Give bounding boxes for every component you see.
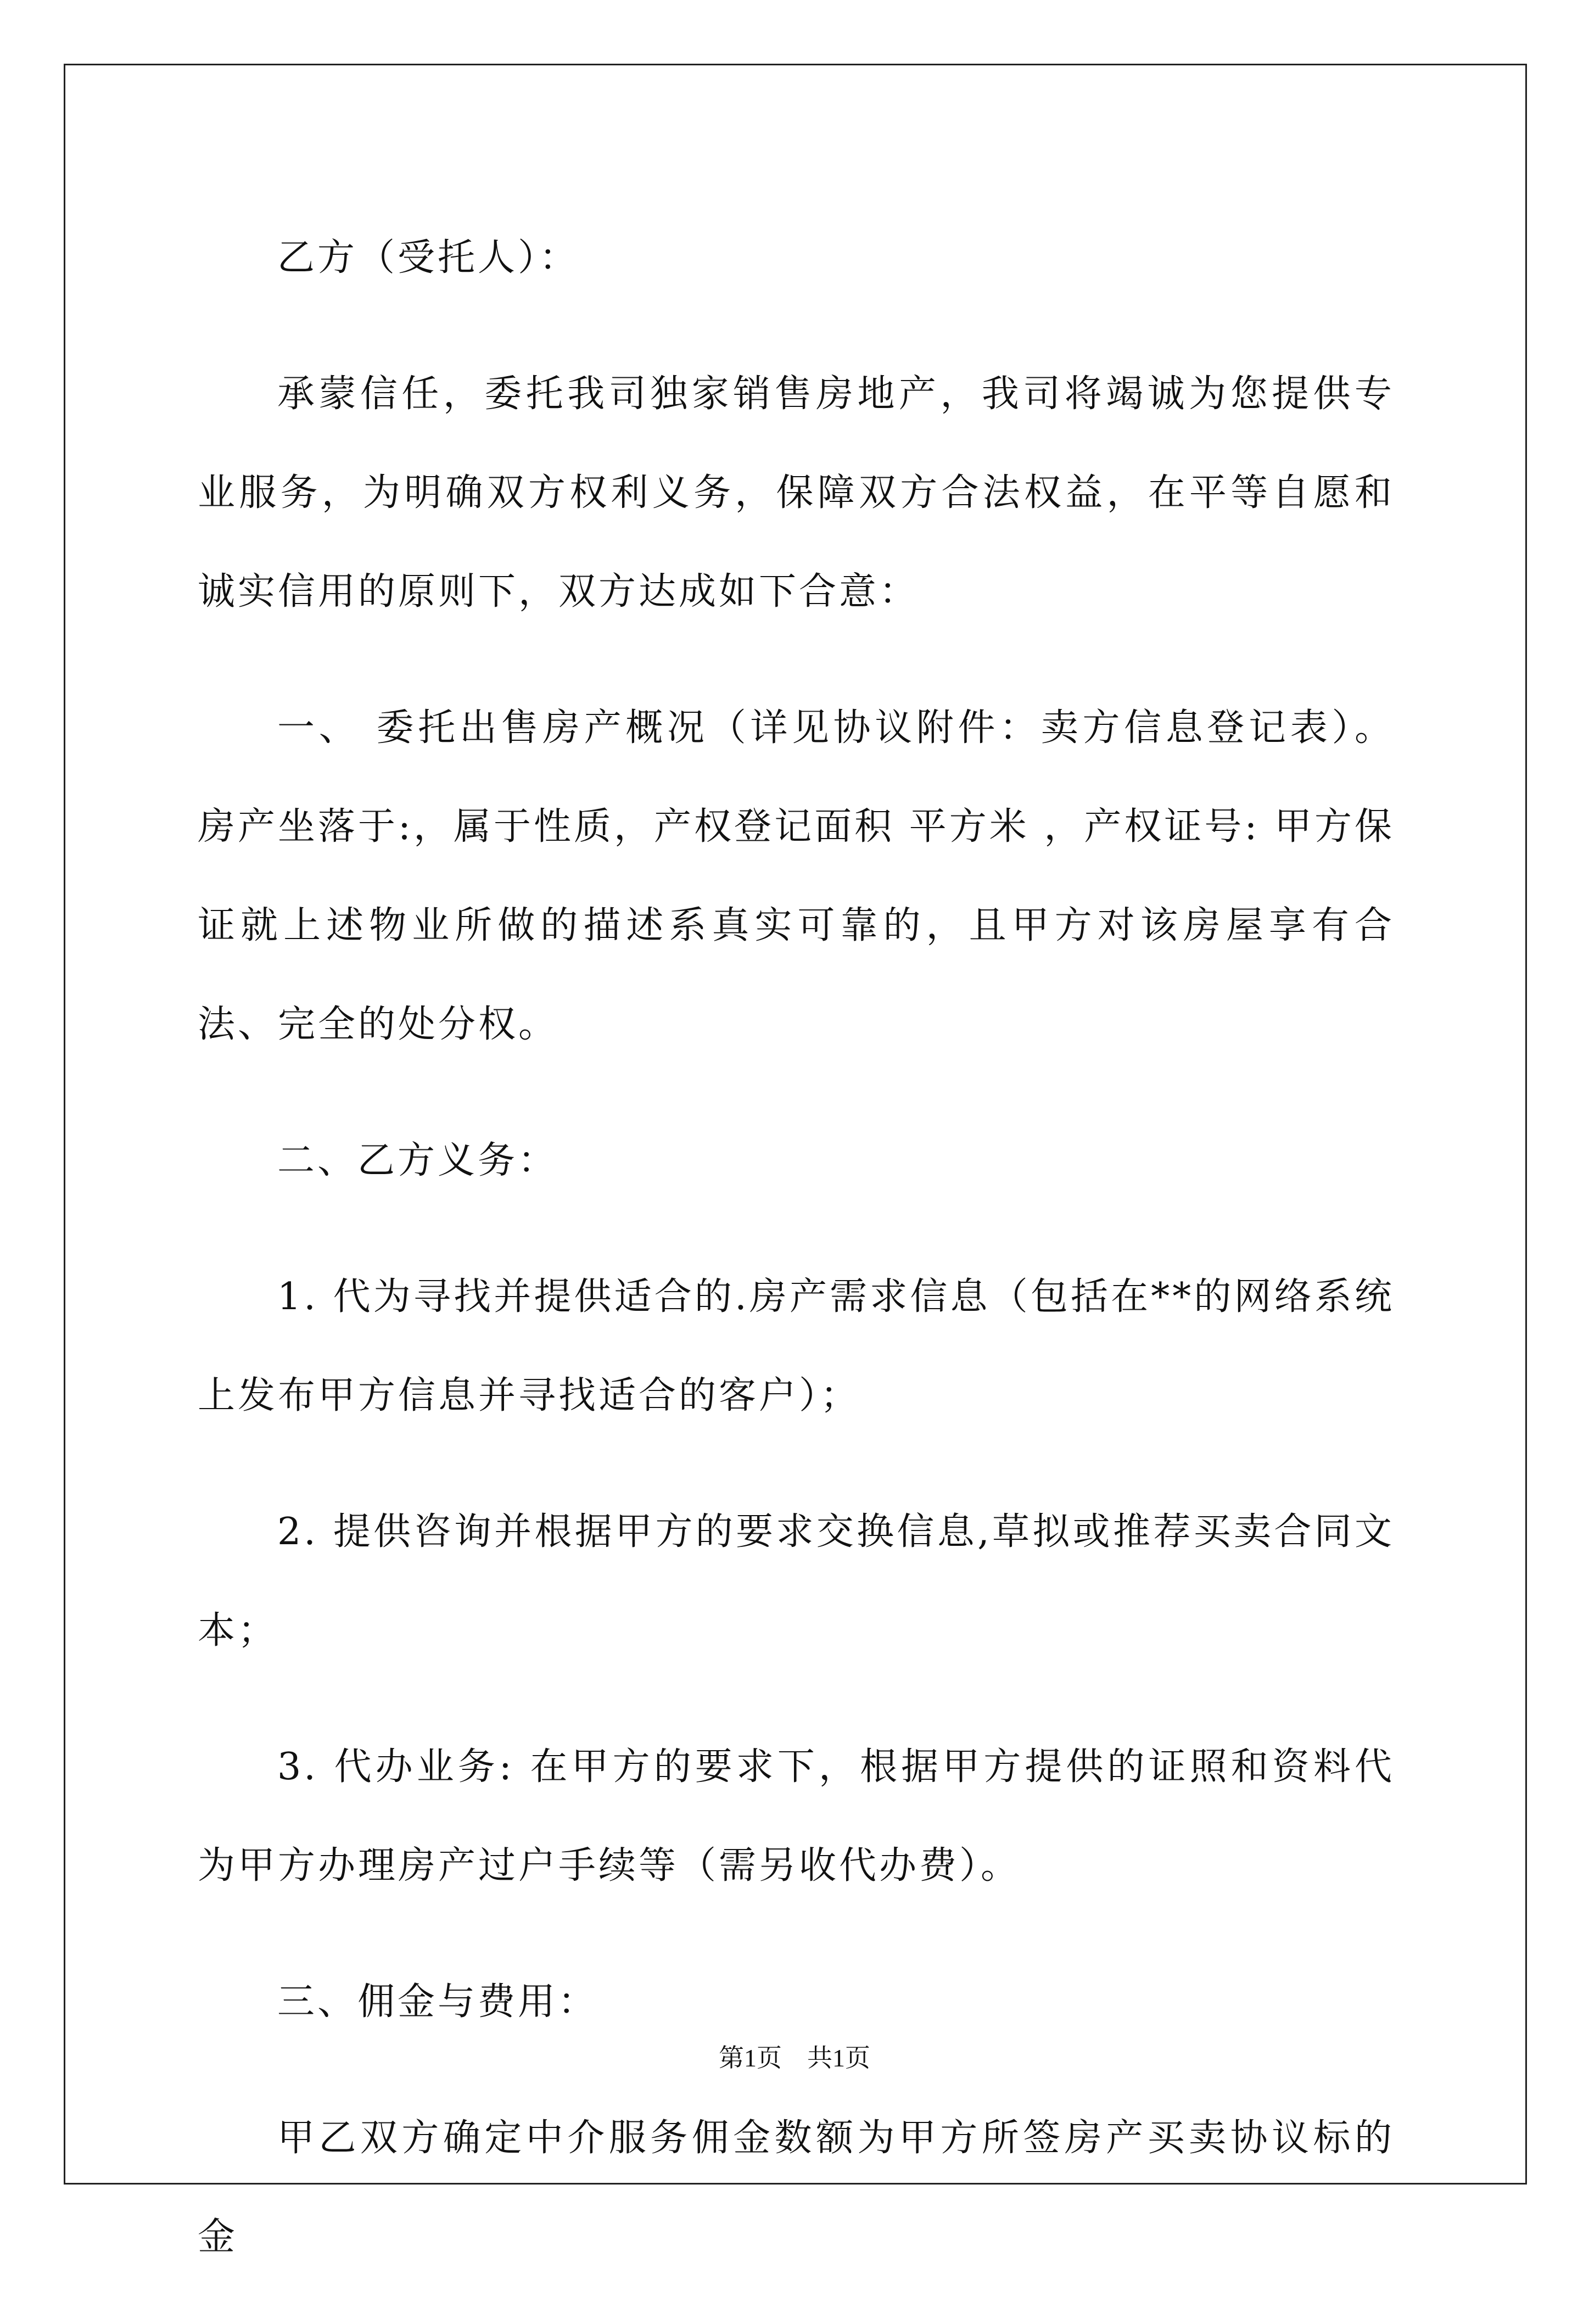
paragraph-item-1: 1. 代为寻找并提供适合的.房产需求信息（包括在**的网络系统上发布甲方信息并寻找适合的客户）； (198, 1275, 1395, 1417)
paragraph-item-3: 3. 代办业务: 在甲方的要求下，根据甲方提供的证照和资料代为甲方办理房产过户手续等（需另收代办费）。 (198, 1745, 1395, 1887)
document-body (198, 209, 1395, 2324)
paragraph-section-1: 一、 委托出售房产概况（详见协议附件：卖方信息登记表）。房产坐落于:，属于性质，产权登记面积 平方米 ，产权证号: 甲方保证就上述物业所做的描述系真实可靠的，且甲方对该房屋享有合法、完全的处分权。 (198, 706, 1395, 1046)
paragraph-item-2: 2. 提供咨询并根据甲方的要求交换信息,草拟或推荐买卖合同文本； (198, 1510, 1395, 1652)
paragraph-party-b: 乙方（受托人）： (277, 236, 580, 280)
paragraph-commission: 甲乙双方确定中介服务佣金数额为甲方所签房产买卖协议标的金 (198, 2116, 1395, 2259)
page-footer: 第1页 共1页 (719, 2044, 870, 2072)
paragraph-intro: 承蒙信任，委托我司独家销售房地产，我司将竭诚为您提供专业服务，为明确双方权利义务，保障双方合法权益，在平等自愿和诚实信用的原则下，双方达成如下合意： (198, 372, 1395, 613)
heading-section-3: 三、佣金与费用： (277, 1980, 598, 2024)
heading-section-2: 二、乙方义务： (277, 1139, 558, 1182)
